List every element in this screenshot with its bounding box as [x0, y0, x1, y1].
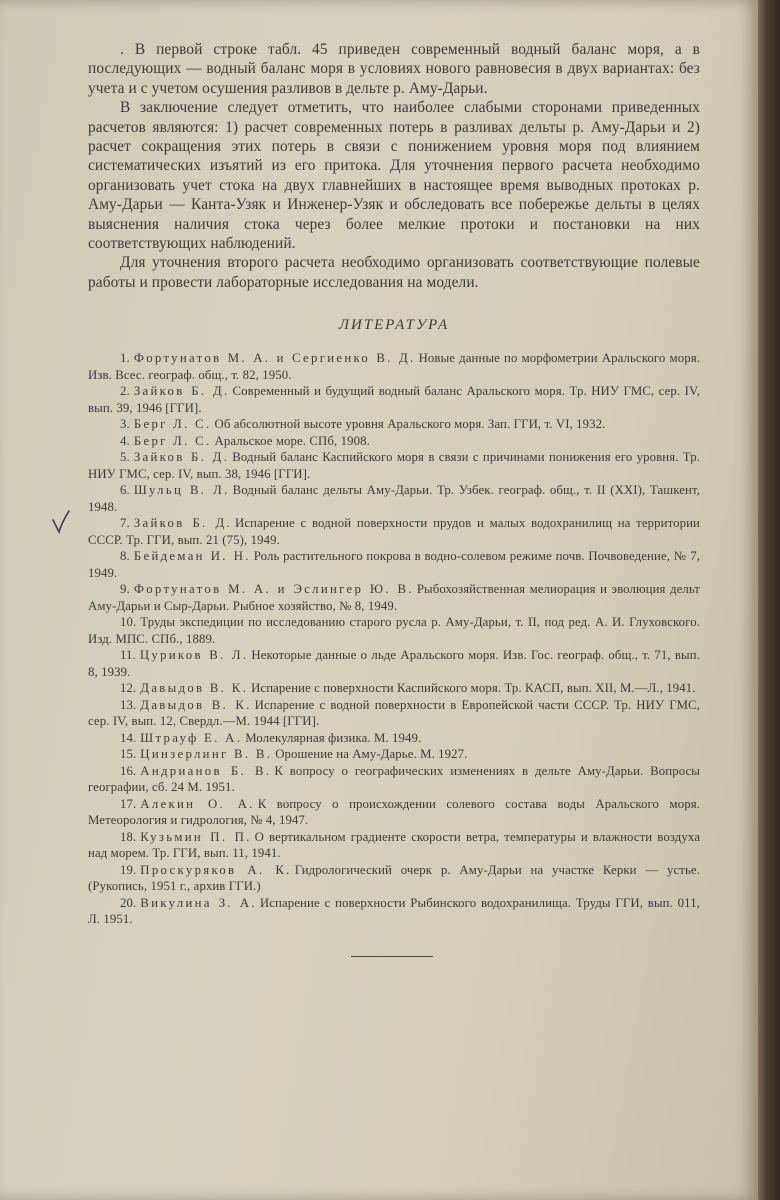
- reference-number: 1.: [120, 351, 130, 366]
- body-paragraph-1: . В первой строке табл. 45 приведен современный водный баланс моря, а в последующих — водный баланс моря в условиях нового равновесия в двух вариантах: без учета и с учетом осушения разливов в дельте р. Аму-Дарьи.: [88, 41, 700, 97]
- reference-number: 9.: [120, 582, 130, 597]
- reference-author: Шульц В. Л.: [133, 483, 230, 498]
- reference-item: [88, 449, 700, 482]
- reference-number: 14.: [120, 730, 137, 745]
- body-paragraph-3: Для уточнения второго расчета необходимо организовать соответствующие полевые работы и провести лабораторные исследования на модели.: [88, 254, 700, 291]
- reference-item: [88, 581, 700, 614]
- reference-number: 12.: [120, 681, 137, 696]
- reference-item: [88, 647, 700, 680]
- reference-author: Зайков Б. Д.: [133, 384, 230, 399]
- reference-text: Аральское море. СПб, 1908.: [214, 433, 370, 448]
- reference-text: К вопросу о географических изменениях в дельте Аму-Дарьи. Вопросы географии, сб. 24 М. 1951.: [88, 763, 701, 795]
- reference-item: [88, 614, 700, 647]
- reference-item: [88, 515, 700, 548]
- reference-author: Давыдов В. К.: [140, 697, 252, 712]
- reference-text: Испарение с водной поверхности в Европейской части СССР. Тр. НИУ ГМС, сер. IV, вып. 12, Свердл.—М. 1944 [ГГИ].: [88, 697, 700, 729]
- end-rule: [351, 956, 433, 957]
- reference-text: К вопросу о происхождении солевого состава воды Аральского моря. Метеорология и гидрология, № 4, 1947.: [88, 796, 700, 828]
- reference-item: [88, 433, 700, 450]
- reference-text: Орошение на Аму-Дарье. М. 1927.: [275, 747, 468, 762]
- reference-item: [88, 482, 700, 515]
- reference-author: Зайков Б. Д.: [133, 516, 233, 531]
- reference-item: [88, 746, 700, 763]
- reference-text: Водный баланс дельты Аму-Дарьи. Тр. Узбек. географ. общ., т. II (XXI), Ташкент, 1948.: [88, 483, 700, 514]
- reference-text: Об абсолютной высоте уровня Аральского моря. Зап. ГГИ, т. VI, 1932.: [214, 417, 606, 432]
- reference-item: [88, 730, 700, 747]
- handwritten-check-mark: [50, 508, 72, 536]
- page-text: [88, 40, 700, 928]
- reference-item: [88, 680, 700, 697]
- reference-number: 10.: [120, 615, 137, 630]
- reference-item: [88, 697, 700, 730]
- reference-number: 3.: [120, 417, 130, 432]
- reference-number: 4.: [120, 433, 130, 448]
- reference-number: 2.: [120, 384, 130, 399]
- reference-author: Зайков Б. Д.: [133, 450, 230, 465]
- reference-number: 20.: [120, 895, 137, 910]
- reference-item: [88, 763, 700, 796]
- reference-text: Гидрологический очерк р. Аму-Дарьи на участке Керки — устье. (Рукопись, 1951 г., архив ГГИ.): [88, 862, 701, 894]
- reference-number: 7.: [120, 516, 130, 531]
- reference-item: [88, 829, 700, 862]
- reference-text: Новые данные по морфометрии Аральского моря. Изв. Всес. географ. общ., т. 82, 1950.: [88, 351, 700, 382]
- reference-text: Труды экспедиции по исследованию старого русла р. Аму-Дарьи, т. II, под ред. А. И. Глуховского. Изд. МПС. СПб., 1889.: [88, 615, 700, 646]
- reference-item: [88, 862, 700, 895]
- reference-number: 11.: [120, 648, 136, 663]
- reference-author: Штрауф Е. А.: [140, 730, 243, 745]
- reference-text: Современный и будущий водный баланс Аральского моря. Тр. НИУ ГМС, сер. IV, вып. 39, 1946 [ГГИ].: [88, 384, 701, 415]
- reference-author: Проскуряков А. К.: [140, 862, 292, 877]
- body-paragraph-2: В заключение следует отметить, что наиболее слабыми сторонами приведенных расчетов являются: 1) расчет современных потерь в разливах дельты р. Аму-Дарьи и 2) расчет сокращения этих потерь в связи с понижением уровня моря под влиянием систематических изъятий из его притока. Для уточнения первого расчета необходимо организовать учет стока на двух главнейших в настоящее время выводных протоках р. Аму-Дарьи — Канта-Узяк и Инженер-Узяк и обследовать все побережье дельты в целях выяснения наличия стока через более мелкие протоки и постановки на них соответствующих наблюдений.: [88, 99, 700, 253]
- reference-number: 13.: [120, 697, 137, 712]
- reference-number: 16.: [120, 763, 137, 778]
- reference-text: Роль растительного покрова в водно-солевом режиме почв. Почвоведение, № 7, 1949.: [88, 549, 700, 580]
- reference-number: 17.: [120, 796, 137, 811]
- reference-text: Испарение с поверхности Каспийского моря. Тр. КАСП, вып. XII, М.—Л., 1941.: [251, 681, 696, 696]
- reference-item: [88, 350, 700, 383]
- reference-author: Андрианов Б. В.: [140, 763, 272, 778]
- book-spine-shadow: [758, 0, 780, 1200]
- literature-heading: ЛИТЕРАТУРА: [338, 317, 450, 334]
- reference-author: Берг Л. С.: [133, 417, 212, 432]
- reference-number: 19.: [120, 862, 137, 877]
- reference-author: Бейдеман И. Н.: [133, 549, 251, 564]
- reference-text: Испарение с водной поверхности прудов и малых водохранилищ на территории СССР. Тр. ГГИ, вып. 21 (75), 1949.: [88, 516, 700, 547]
- reference-author: Фортунатов М. А. и Сергиенко В. Д.: [133, 351, 416, 366]
- reference-text: Молекулярная физика. М. 1949.: [245, 730, 422, 745]
- reference-author: Берг Л. С.: [133, 433, 212, 448]
- reference-item: [88, 895, 700, 928]
- reference-text: Некоторые данные о льде Аральского моря. Изв. Гос. географ. общ., т. 71, вып. 8, 1939.: [88, 648, 701, 679]
- reference-text: Рыбохозяйственная мелиорация и эволюция дельт Аму-Дарьи и Сыр-Дарьи. Рыбное хозяйство, № 8, 1949.: [88, 582, 700, 613]
- reference-text: Испарение с поверхности Рыбинского водохранилища. Труды ГГИ, вып. 011, Л. 1951.: [88, 895, 700, 927]
- reference-text: О вертикальном градиенте скорости ветра, температуры и влажности воздуха над морем. Тр. ГГИ, вып. 11, 1941.: [88, 829, 701, 861]
- reference-number: 15.: [120, 747, 137, 762]
- reference-item: [88, 416, 700, 433]
- reference-item: [88, 383, 700, 416]
- reference-number: 6.: [120, 483, 130, 498]
- reference-author: Викулина З. А.: [140, 895, 257, 910]
- reference-item: [88, 796, 700, 829]
- reference-number: 5.: [120, 450, 130, 465]
- reference-author: Кузьмин П. П.: [140, 829, 252, 844]
- reference-author: Давыдов В. К.: [140, 681, 249, 696]
- reference-item: [88, 548, 700, 581]
- reference-number: 8.: [120, 549, 130, 564]
- reference-author: Цуриков В. Л.: [139, 648, 249, 663]
- reference-author: Фортунатов М. А. и Эслингер Ю. В.: [133, 582, 414, 597]
- reference-number: 18.: [120, 829, 137, 844]
- reference-author: Цинзерлинг В. В.: [140, 747, 273, 762]
- reference-list: [88, 350, 700, 928]
- reference-text: Водный баланс Каспийского моря в связи с причинами понижения его уровня. Тр. НИУ ГМС, сер. IV, вып. 38, 1946 [ГГИ].: [88, 450, 700, 481]
- reference-author: Алекин О. А.: [140, 796, 255, 811]
